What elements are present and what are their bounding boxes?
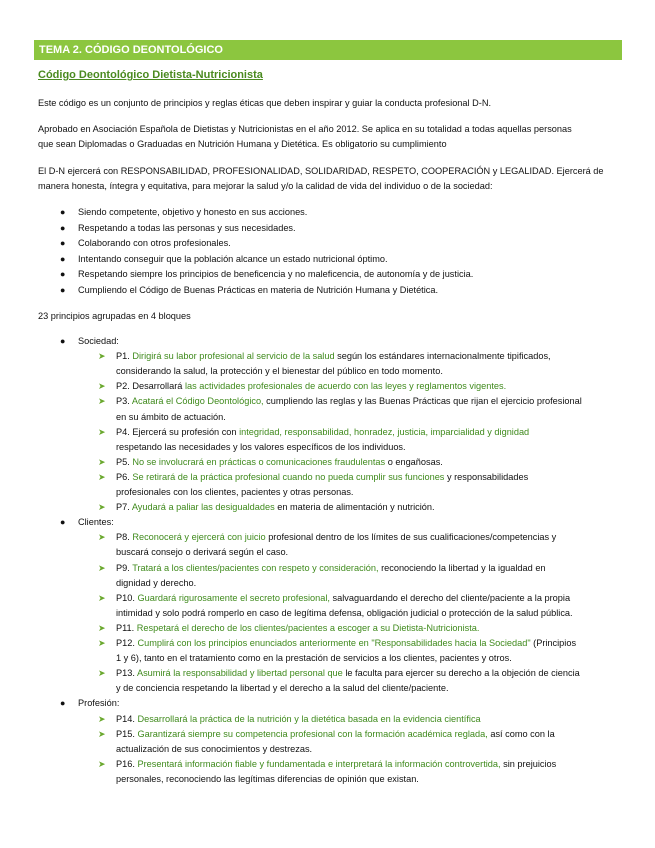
principle-text: dignidad y derecho. xyxy=(116,577,197,588)
principle-text: P4. Ejercerá su profesión con xyxy=(116,426,240,437)
principle-text: P3. xyxy=(116,396,132,407)
principle-line xyxy=(116,470,621,485)
principle-text: P13. xyxy=(116,668,137,679)
principle-line xyxy=(116,425,621,440)
bullet-dot: ● xyxy=(60,222,66,233)
principle-line xyxy=(116,651,621,666)
bullet-dot: ● xyxy=(60,253,66,264)
principle-line xyxy=(116,364,621,379)
block-bullet-dot: ● xyxy=(60,336,66,346)
principle-line xyxy=(116,410,621,425)
intro-paragraph-1: Este código es un conjunto de principios y reglas éticas que deben inspirar y guiar la conducta profesional D-N. xyxy=(38,98,492,108)
principle-line xyxy=(116,757,621,772)
principle-highlight: Cumplirá con los principios enunciados anteriormente en "Responsabilidades hacia la Sociedad" xyxy=(137,638,531,648)
principle-text: intimidad y solo podrá romperlo en caso de legítima defensa, obligación judicial o protección de la salud pública. xyxy=(116,607,573,618)
bullet-dot: ● xyxy=(60,238,66,249)
principle-line xyxy=(116,379,621,394)
principle-highlight: Garantizará siempre su competencia profesional con la formación académica reglada, xyxy=(137,728,488,739)
document-subtitle: Código Deontológico Dietista-Nutricionista xyxy=(38,69,263,81)
principle-text-tail: y responsabilidades xyxy=(444,471,529,482)
principle-text: P10. xyxy=(116,592,138,603)
arrow-bullet-icon: ➤ xyxy=(98,622,106,633)
block-label: Profesión: xyxy=(78,698,120,709)
principle-text-tail: (Principios xyxy=(530,638,577,648)
principle-highlight: Tratará a los clientes/pacientes con respeto y consideración, xyxy=(132,562,379,573)
principle-text: profesionales con los clientes, pacientes y otras personas. xyxy=(116,487,354,497)
principle-line xyxy=(116,636,621,651)
principle-text: P14. xyxy=(116,713,138,724)
principle-line xyxy=(116,545,621,560)
banner-title: TEMA 2. CÓDIGO DEONTOLÓGICO xyxy=(39,44,223,56)
principle-text-tail: le faculta para ejercer su derecho a la objeción de ciencia xyxy=(342,668,580,679)
principle-line xyxy=(116,440,621,455)
principle-text: respetando las necesidades y los valores específicos de los individuos. xyxy=(116,441,406,452)
principle-text: P11. xyxy=(116,622,137,633)
bullet-item: Cumpliendo el Código de Buenas Prácticas en materia de Nutrición Humana y Dietética. xyxy=(78,285,439,295)
principle-text-tail: cumpliendo las reglas y las Buenas Prácticas que rijan el ejercicio profesional xyxy=(263,396,582,407)
block-bullet-dot: ● xyxy=(60,698,66,709)
principle-text: P8. xyxy=(116,532,133,543)
principle-line xyxy=(116,666,621,681)
principle-highlight: integridad, responsabilidad, honradez, justicia, imparcialidad y dignidad xyxy=(239,426,530,437)
arrow-bullet-icon: ➤ xyxy=(98,351,106,362)
principle-line xyxy=(116,727,621,742)
principle-text: buscará consejo o derivará según el caso. xyxy=(116,547,289,558)
principle-highlight: Respetará el derecho de los clientes/pacientes a escoger a su Dietista-Nutricionista. xyxy=(136,622,480,633)
principle-highlight: Presentará información fiable y fundamentada e interpretará la información controvertida, xyxy=(137,758,501,769)
principle-line xyxy=(116,742,621,757)
principle-line xyxy=(116,349,621,364)
bullet-dot: ● xyxy=(60,285,66,295)
principle-line xyxy=(116,712,621,727)
arrow-bullet-icon: ➤ xyxy=(98,456,106,467)
principle-highlight: Guardará rigurosamente el secreto profesional, xyxy=(137,592,330,603)
principle-highlight: Acatará el Código Deontológico, xyxy=(131,396,264,407)
section-banner xyxy=(34,40,622,60)
principle-highlight: Reconocerá y ejercerá con juicio xyxy=(132,532,266,543)
arrow-bullet-icon: ➤ xyxy=(98,713,106,724)
principle-text: P6. xyxy=(116,471,133,482)
principle-text-tail: salvaguardando el derecho del cliente/paciente a la propia xyxy=(329,592,571,603)
principle-text: P15. xyxy=(116,728,138,739)
block-label: Sociedad: xyxy=(78,336,119,346)
bullet-item: Colaborando con otros profesionales. xyxy=(78,238,231,249)
principle-text: P9. xyxy=(116,562,133,573)
principle-line xyxy=(116,530,621,545)
arrow-bullet-icon: ➤ xyxy=(98,638,106,648)
principle-text: P16. xyxy=(116,758,138,769)
principle-line xyxy=(116,485,621,500)
bullet-dot: ● xyxy=(60,269,66,280)
block-label: Clientes: xyxy=(78,517,114,528)
principle-highlight: No se involucrará en prácticas o comunicaciones fraudulentas xyxy=(132,456,386,467)
arrow-bullet-icon: ➤ xyxy=(98,728,106,739)
arrow-bullet-icon: ➤ xyxy=(98,758,106,769)
principle-text: en su ámbito de actuación. xyxy=(116,411,226,422)
principle-highlight: Asumirá la responsabilidad y libertad personal que xyxy=(136,668,343,679)
arrow-bullet-icon: ➤ xyxy=(98,471,106,482)
intro-paragraph-2a: Aprobado en Asociación Española de Dietistas y Nutricionistas en el año 2012. Se aplica en su totalidad a todas aquellas personas xyxy=(38,124,572,134)
principle-text-tail: en materia de alimentación y nutrición. xyxy=(274,502,435,513)
principle-line xyxy=(116,455,621,470)
intro-paragraph-2b: que sean Diplomadas o Graduadas en Nutrición Humana y Dietética. Es obligatorio su cumplimiento xyxy=(38,139,447,149)
arrow-bullet-icon: ➤ xyxy=(98,502,106,513)
bullet-item: Respetando siempre los principios de beneficencia y no maleficencia, de autonomía y de justicia. xyxy=(78,269,474,280)
arrow-bullet-icon: ➤ xyxy=(98,426,106,437)
bullet-dot: ● xyxy=(60,207,66,217)
principle-line xyxy=(116,621,621,636)
principle-line xyxy=(116,561,621,576)
principle-text-tail: así como con la xyxy=(487,728,555,739)
principle-highlight: Desarrollará la práctica de la nutrición y la dietética basada en la evidencia científica xyxy=(137,713,481,724)
principle-line xyxy=(116,576,621,591)
arrow-bullet-icon: ➤ xyxy=(98,562,106,573)
principle-text: P7. xyxy=(116,502,132,513)
arrow-bullet-icon: ➤ xyxy=(98,532,106,543)
principle-line xyxy=(116,772,621,787)
principle-highlight: Se retirará de la práctica profesional cuando no pueda cumplir sus funciones xyxy=(132,471,445,482)
principle-line xyxy=(116,394,621,409)
principle-line xyxy=(116,606,621,621)
bullet-item: Siendo competente, objetivo y honesto en sus acciones. xyxy=(78,207,308,217)
principle-text-tail: profesional dentro de los límites de sus cualificaciones/competencias y xyxy=(265,532,557,543)
principle-text: P12. xyxy=(116,638,138,648)
principle-line xyxy=(116,500,621,515)
principle-highlight: Ayudará a paliar las desigualdades xyxy=(131,502,275,513)
principle-text: 1 y 6), tanto en el tratamiento como en la prestación de servicios a los clientes, pacientes y otros. xyxy=(116,653,512,664)
block-bullet-dot: ● xyxy=(60,517,66,528)
principle-text-tail: o engañosas. xyxy=(385,456,443,467)
principle-text: P5. xyxy=(116,456,133,467)
principle-line xyxy=(116,591,621,606)
arrow-bullet-icon: ➤ xyxy=(98,668,106,679)
principles-intro: 23 principios agrupadas en 4 bloques xyxy=(38,311,191,321)
principle-text: considerando la salud, la protección y el bienestar del público en todo momento. xyxy=(116,366,443,377)
principle-text: personales, reconociendo las legítimas diferencias de opinión que existan. xyxy=(116,773,419,784)
principle-highlight: las actividades profesionales de acuerdo con las leyes y reglamentos vigentes. xyxy=(184,381,507,392)
intro-paragraph-3b: manera honesta, íntegra y equitativa, para mejorar la salud y/o la calidad de vida del individuo o de la sociedad: xyxy=(38,181,493,191)
principle-text-tail: sin prejuicios xyxy=(500,758,557,769)
bullet-item: Intentando conseguir que la población alcance un estado nutricional óptimo. xyxy=(78,253,388,264)
bullet-item: Respetando a todas las personas y sus necesidades. xyxy=(78,222,296,233)
principle-text: y de conciencia respetando la libertad y el derecho a la salud del cliente/paciente. xyxy=(116,683,449,694)
principle-highlight: Dirigirá su labor profesional al servicio de la salud xyxy=(132,351,335,362)
arrow-bullet-icon: ➤ xyxy=(98,396,106,407)
arrow-bullet-icon: ➤ xyxy=(98,592,106,603)
principle-line xyxy=(116,681,621,696)
principle-text: P2. Desarrollará xyxy=(116,381,185,392)
principle-text-tail: reconociendo la libertad y la igualdad en xyxy=(378,562,546,573)
principle-text: P1. xyxy=(116,351,133,362)
arrow-bullet-icon: ➤ xyxy=(98,381,106,392)
intro-paragraph-3a: El D-N ejercerá con RESPONSABILIDAD, PROFESIONALIDAD, SOLIDARIDAD, RESPETO, COOPERACIÓN y LEGALIDAD. Ejercerá de xyxy=(38,166,604,176)
principle-text-tail: según los estándares internacionalmente tipificados, xyxy=(334,351,551,362)
principle-text: actualización de sus conocimientos y destrezas. xyxy=(116,743,313,754)
